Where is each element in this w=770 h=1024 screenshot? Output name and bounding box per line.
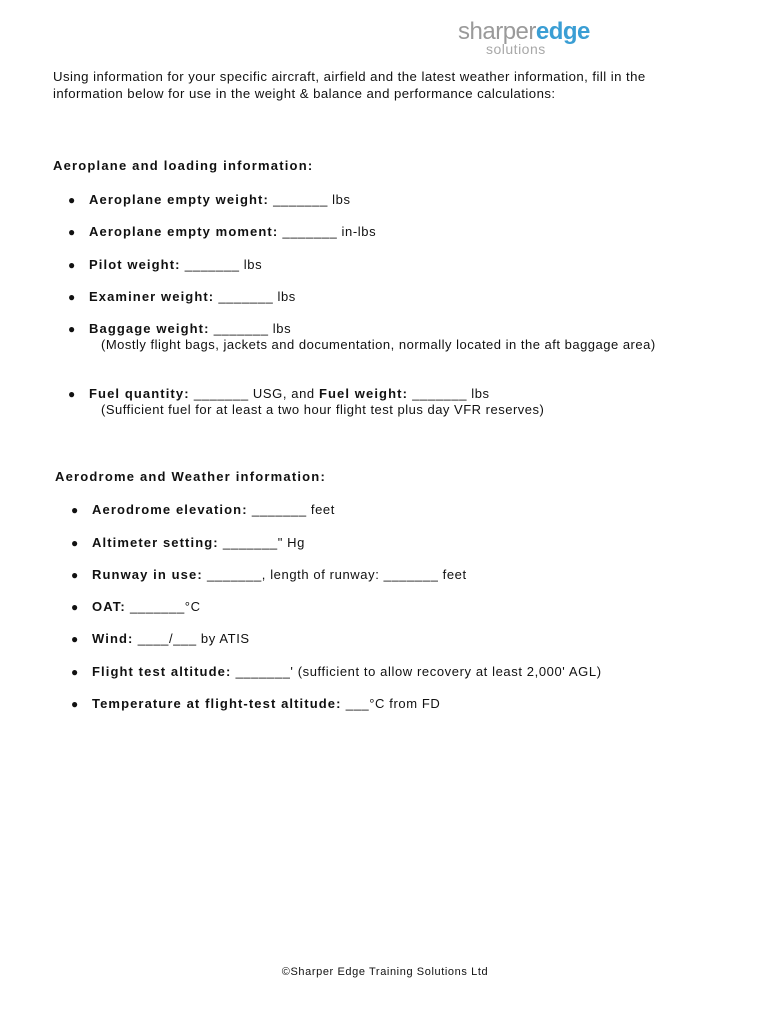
fuel-quantity-value: _______ USG, and <box>189 386 319 401</box>
fuel-weight-label: Fuel weight: <box>318 386 408 401</box>
wind-item <box>71 631 250 647</box>
oat-item <box>71 599 201 615</box>
baggage-note: (Mostly flight bags, jackets and documentation, normally located in the aft baggage area) <box>101 337 656 352</box>
empty-weight-value: _______ lbs <box>268 192 351 207</box>
oat-value: _______°C <box>125 599 201 614</box>
bullet-icon: ● <box>71 697 79 711</box>
bullet-icon: ● <box>68 193 76 207</box>
oat-label: OAT: <box>92 599 126 614</box>
aerodrome-section-title: Aerodrome and Weather information: <box>55 469 326 484</box>
bullet-icon: ● <box>68 387 76 401</box>
logo-text-edge: edge <box>535 18 590 45</box>
empty-moment-item <box>68 224 377 240</box>
fuel-quantity-label: Fuel quantity: <box>89 386 190 401</box>
bullet-icon: ● <box>71 503 79 517</box>
temperature-label: Temperature at flight-test altitude: <box>92 696 342 711</box>
bullet-icon: ● <box>68 322 76 336</box>
pilot-weight-value: _______ lbs <box>180 257 263 272</box>
empty-weight-label: Aeroplane empty weight: <box>89 192 269 207</box>
bullet-icon: ● <box>71 665 79 679</box>
wind-value: ____/___ by ATIS <box>133 631 250 646</box>
examiner-weight-value: _______ lbs <box>214 289 296 304</box>
bullet-icon: ● <box>68 225 76 239</box>
examiner-weight-item <box>68 289 296 305</box>
bullet-icon: ● <box>68 258 76 272</box>
flight-test-altitude-label: Flight test altitude: <box>92 664 232 679</box>
flight-test-altitude-value: _______' (sufficient to allow recovery at least 2,000' AGL) <box>231 664 602 679</box>
runway-item <box>71 567 467 583</box>
company-logo <box>458 18 608 58</box>
runway-value: _______, length of runway: _______ feet <box>202 567 467 582</box>
flight-test-altitude-item <box>71 664 602 680</box>
logo-text-solutions: solutions <box>486 41 546 57</box>
altimeter-label: Altimeter setting: <box>92 535 219 550</box>
fuel-note: (Sufficient fuel for at least a two hour flight test plus day VFR reserves) <box>101 402 545 417</box>
elevation-value: _______ feet <box>247 502 335 517</box>
baggage-weight-label: Baggage weight: <box>89 321 210 336</box>
fuel-weight-value: _______ lbs <box>408 386 490 401</box>
intro-paragraph: Using information for your specific aircraft, airfield and the latest weather information, fill in the information below for use in the weight & balance and performance calculations: <box>53 69 646 101</box>
elevation-item <box>71 502 335 518</box>
empty-weight-item <box>68 192 351 208</box>
bullet-icon: ● <box>71 568 79 582</box>
altimeter-value: _______" Hg <box>218 535 305 550</box>
temperature-value: ___°C from FD <box>341 696 441 711</box>
bullet-icon: ● <box>71 632 79 646</box>
bullet-icon: ● <box>71 536 79 550</box>
empty-moment-label: Aeroplane empty moment: <box>89 224 279 239</box>
pilot-weight-label: Pilot weight: <box>89 257 181 272</box>
wind-label: Wind: <box>92 631 134 646</box>
fuel-item <box>68 386 545 418</box>
examiner-weight-label: Examiner weight: <box>89 289 215 304</box>
baggage-weight-value: _______ lbs <box>209 321 292 336</box>
baggage-weight-item <box>68 321 661 353</box>
temperature-item <box>71 696 441 712</box>
bullet-icon: ● <box>71 600 79 614</box>
aeroplane-section-title: Aeroplane and loading information: <box>53 158 314 173</box>
altimeter-item <box>71 535 305 551</box>
runway-label: Runway in use: <box>92 567 203 582</box>
elevation-label: Aerodrome elevation: <box>92 502 248 517</box>
pilot-weight-item <box>68 257 263 273</box>
logo-text-sharper: sharper <box>458 18 536 45</box>
bullet-icon: ● <box>68 290 76 304</box>
empty-moment-value: _______ in-lbs <box>278 224 377 239</box>
copyright-footer: ©Sharper Edge Training Solutions Ltd <box>281 966 489 978</box>
